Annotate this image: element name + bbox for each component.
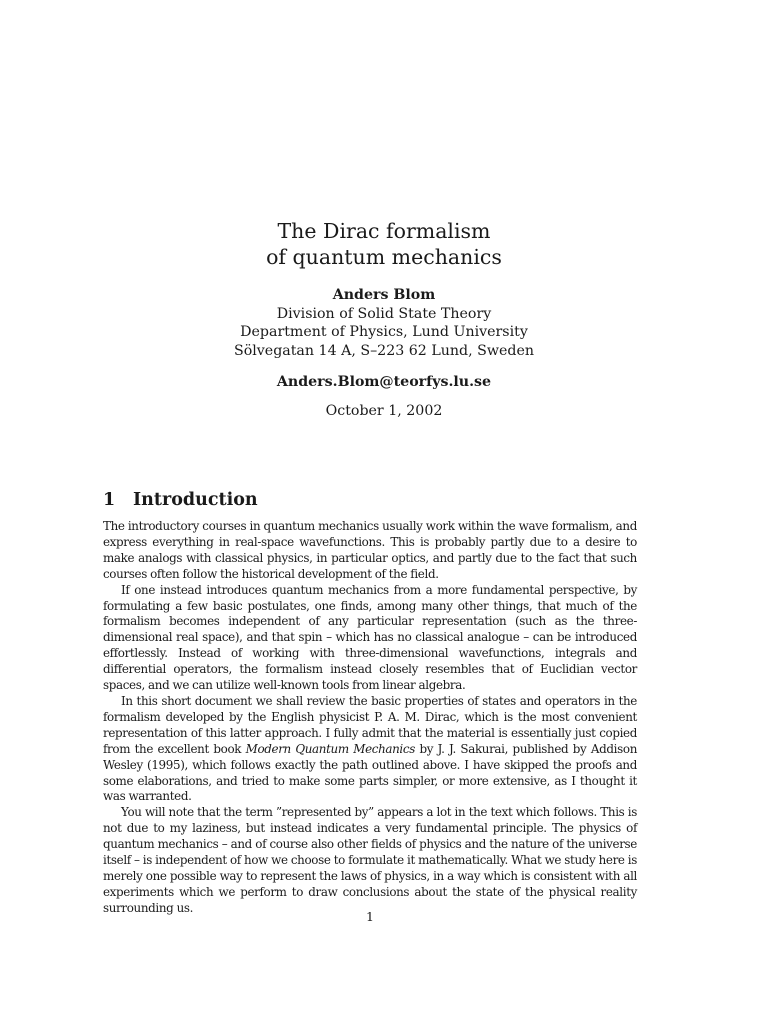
section-number: 1 (103, 490, 116, 510)
page-number: 1 (366, 909, 374, 924)
section-heading (103, 489, 258, 511)
author-department: Department of Physics, Lund University (240, 324, 528, 340)
title-line-2: of quantum mechanics (266, 245, 502, 269)
paragraph-3-end: by J. J. Sakurai, published by Addison Wesley (1995), which follows exactly the path outlined above. I have skipped the proofs and some elaborations, and tried to make some parts simpler, or more extensive, as I thought it was warranted. (103, 741, 637, 804)
author-block (0, 286, 768, 360)
paragraph-3-start: In this short document we shall review the basic properties of states and operators in the formalism developed by the English physicist P. A. M. Dirac, which is the most convenient representation of this latter approach. I fully admit that the material is essentially just copied from the excellent book (103, 693, 637, 756)
author-division: Division of Solid State Theory (276, 305, 492, 322)
paragraph-4: You will note that the term ”represented by” appears a lot in the text which follows. This is not due to my laziness, but instead indicates a very fundamental principle. The physics of quantum mechanics – and of course also other fields of physics and the nature of the universe itself – is independent of how we choose to formulate it mathematically. What we study here is merely one possible way to represent the laws of physics, in a way which is consistent with all experiments which we perform to draw conclusions about the state of the physical reality surrounding us. (103, 805, 637, 915)
paragraph-1: The introductory courses in quantum mechanics usually work within the wave formalism, and express everything in real-space wavefunctions. This is probably partly due to a desire to make analogs with classical physics, in particular optics, and partly due to the fact that such courses often follow the historical development of the field. (103, 519, 637, 581)
book-title: Modern Quantum Mechanics (245, 741, 415, 756)
paper-date: October 1, 2002 (325, 403, 443, 419)
section-body (103, 519, 637, 917)
paragraph-3 (103, 694, 637, 805)
title-line-1: The Dirac formalism (277, 219, 491, 243)
paper-title (0, 218, 768, 270)
section-title: Introduction (133, 490, 258, 510)
author-address: Sölvegatan 14 A, S–223 62 Lund, Sweden (233, 342, 535, 359)
author-email: Anders.Blom@teorfys.lu.se (276, 374, 492, 390)
paragraph-2: If one instead introduces quantum mechanics from a more fundamental perspective, by formulating a few basic postulates, one finds, among many other things, that much of the formalism becomes independent of any particular representation (such as the three-dimensional real space), and that spin – which has no classical analogue – can be introduced effortlessly. Instead of working with three-dimensional wavefunctions, integrals and differential operators, the formalism instead closely resembles that of Euclidian vector spaces, and we can utilize well-known tools from linear algebra. (103, 582, 637, 693)
author-name: Anders Blom (332, 287, 436, 303)
